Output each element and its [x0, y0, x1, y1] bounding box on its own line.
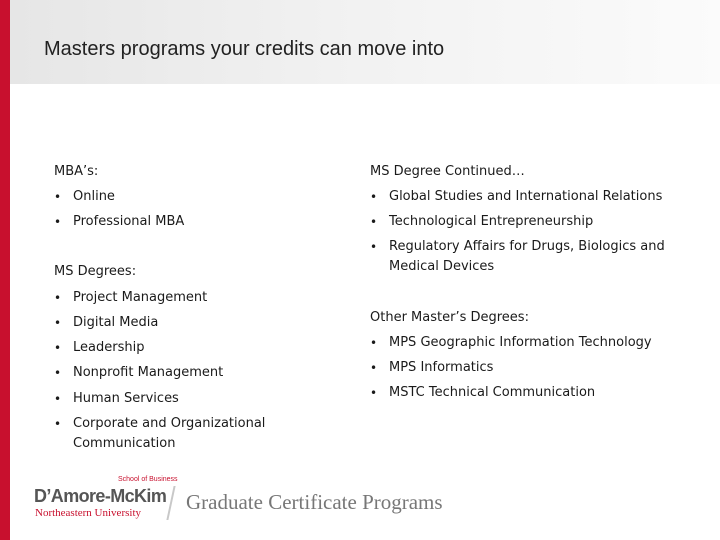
- ms-continued-heading: MS Degree Continued…: [370, 164, 525, 179]
- school-logo: [34, 476, 178, 522]
- list-item-text: Regulatory Affairs for Drugs, Biologics and Medical Devices: [389, 239, 665, 274]
- logo-university: Northeastern University: [35, 507, 141, 519]
- bullet-icon: •: [370, 386, 378, 400]
- list-item-text: Global Studies and International Relations: [389, 189, 663, 204]
- list-item-text: Technological Entrepreneurship: [389, 214, 594, 229]
- ms-degrees-heading: MS Degrees:: [54, 264, 137, 279]
- list-item-text: Project Management: [73, 290, 208, 305]
- bullet-icon: •: [370, 336, 378, 350]
- list-item-text: MSTC Technical Communication: [389, 385, 596, 400]
- list-item-text: Online: [73, 189, 115, 204]
- bullet-icon: •: [54, 316, 62, 330]
- mba-heading: MBA’s:: [54, 164, 99, 179]
- bullet-icon: •: [54, 366, 62, 380]
- logo-wordmark: D’Amore-McKim: [34, 486, 167, 506]
- bullet-icon: •: [370, 215, 378, 229]
- other-masters-heading: Other Master’s Degrees:: [370, 310, 529, 325]
- bullet-icon: •: [54, 417, 62, 431]
- program-title: Graduate Certificate Programs: [186, 490, 443, 514]
- bullet-icon: •: [370, 361, 378, 375]
- logo-school-label: School of Business: [118, 476, 178, 483]
- list-item-text: Corporate and Organizational Communication: [73, 416, 266, 451]
- bullet-icon: •: [54, 392, 62, 406]
- bullet-icon: •: [54, 341, 62, 355]
- list-item-text: Digital Media: [73, 315, 159, 330]
- bullet-icon: •: [54, 190, 62, 204]
- bullet-icon: •: [370, 240, 378, 254]
- list-item-text: Human Services: [73, 391, 179, 406]
- slide-title: Masters programs your credits can move into: [44, 38, 445, 60]
- list-item-text: Professional MBA: [73, 214, 185, 229]
- list-item-text: MPS Informatics: [389, 360, 494, 375]
- list-item-text: MPS Geographic Information Technology: [389, 335, 652, 350]
- bullet-icon: •: [54, 291, 62, 305]
- accent-bar: [0, 0, 10, 540]
- list-item-text: Nonprofit Management: [73, 365, 224, 380]
- list-item-text: Leadership: [73, 340, 145, 355]
- bullet-icon: •: [370, 190, 378, 204]
- bullet-icon: •: [54, 215, 62, 229]
